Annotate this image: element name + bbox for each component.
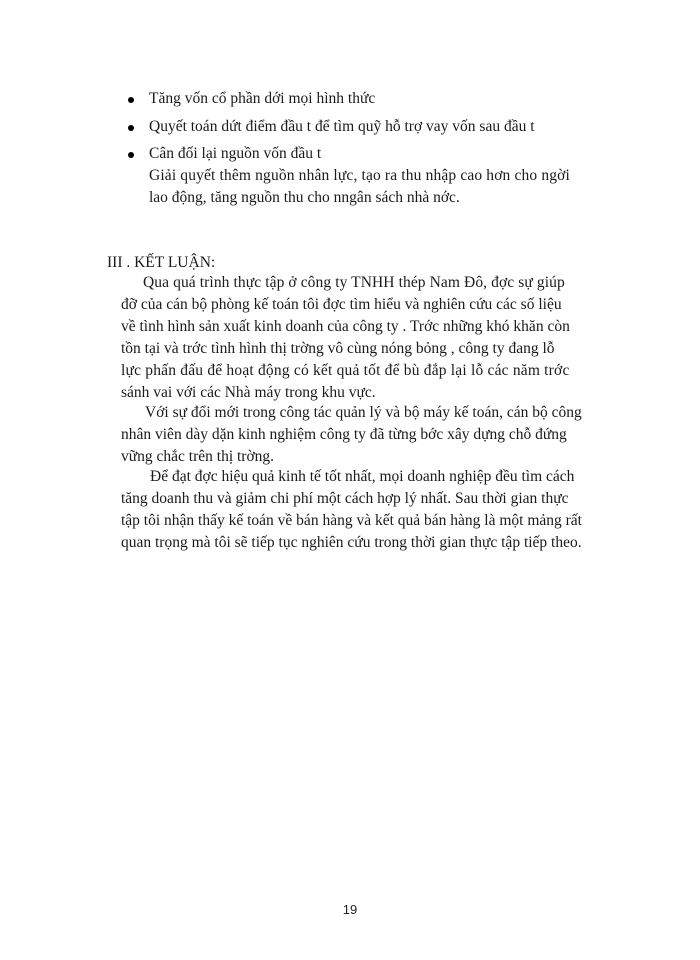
- paragraph-line: lực phấn đấu để hoạt động có kết quả tốt để bù đắp lại lỗ các năm trớc: [121, 362, 570, 379]
- bullet-text: Tăng vốn cổ phần dới mọi hình thức: [149, 90, 376, 107]
- bullet-text: Cân đối lại nguồn vốn đầu t: [149, 145, 322, 162]
- paragraph-line: tồn tại và trớc tình hình thị trờng vô cùng nóng bỏng , công ty đang lỗ: [121, 340, 555, 357]
- paragraph-line: Với sự đổi mới trong công tác quản lý và bộ máy kế toán, cán bộ công: [145, 404, 582, 421]
- paragraph-line: Để đạt đợc hiệu quả kinh tế tốt nhất, mọi doanh nghiệp đều tìm cách: [150, 468, 575, 485]
- page-number: 19: [342, 902, 358, 917]
- paragraph-line: tăng doanh thu và giảm chi phí một cách hợp lý nhất. Sau thời gian thực: [121, 490, 569, 507]
- bullet-dot-icon: [128, 152, 134, 158]
- section-heading: III . KẾT LUẬN:: [107, 254, 216, 271]
- bullet-continuation-line: Giải quyết thêm nguồn nhân lực, tạo ra thu nhập cao hơn cho ngời: [149, 167, 570, 184]
- paragraph-line: Qua quá trình thực tập ở công ty TNHH thép Nam Đô, đợc sự giúp: [143, 274, 565, 291]
- bullet-continuation-line: lao động, tăng nguồn thu cho nngân sách nhà nớc.: [149, 189, 460, 206]
- paragraph-line: vững chắc trên thị trờng.: [121, 448, 275, 465]
- bullet-dot-icon: [128, 97, 134, 103]
- paragraph-line: về tình hình sản xuất kinh doanh của công ty . Trớc những khó khăn còn: [121, 318, 570, 335]
- paragraph-line: tập tôi nhận thấy kế toán về bán hàng và kết quả bán hàng là một mảng rất: [121, 512, 582, 529]
- paragraph-line: nhân viên dày dặn kinh nghiệm công ty đã từng bớc xây dựng chỗ đứng: [121, 426, 567, 443]
- paragraph-line: sánh vai với các Nhà máy trong khu vực.: [121, 384, 376, 401]
- paragraph-line: đỡ của cán bộ phòng kế toán tôi đợc tìm hiểu và nghiên cứu các số liệu: [121, 296, 562, 313]
- bullet-text: Quyết toán dứt điểm đầu t để tìm quỹ hỗ trợ vay vốn sau đầu t: [149, 118, 535, 135]
- paragraph-line: quan trọng mà tôi sẽ tiếp tục nghiên cứu trong thời gian thực tập tiếp theo.: [121, 534, 582, 551]
- bullet-dot-icon: [128, 125, 134, 131]
